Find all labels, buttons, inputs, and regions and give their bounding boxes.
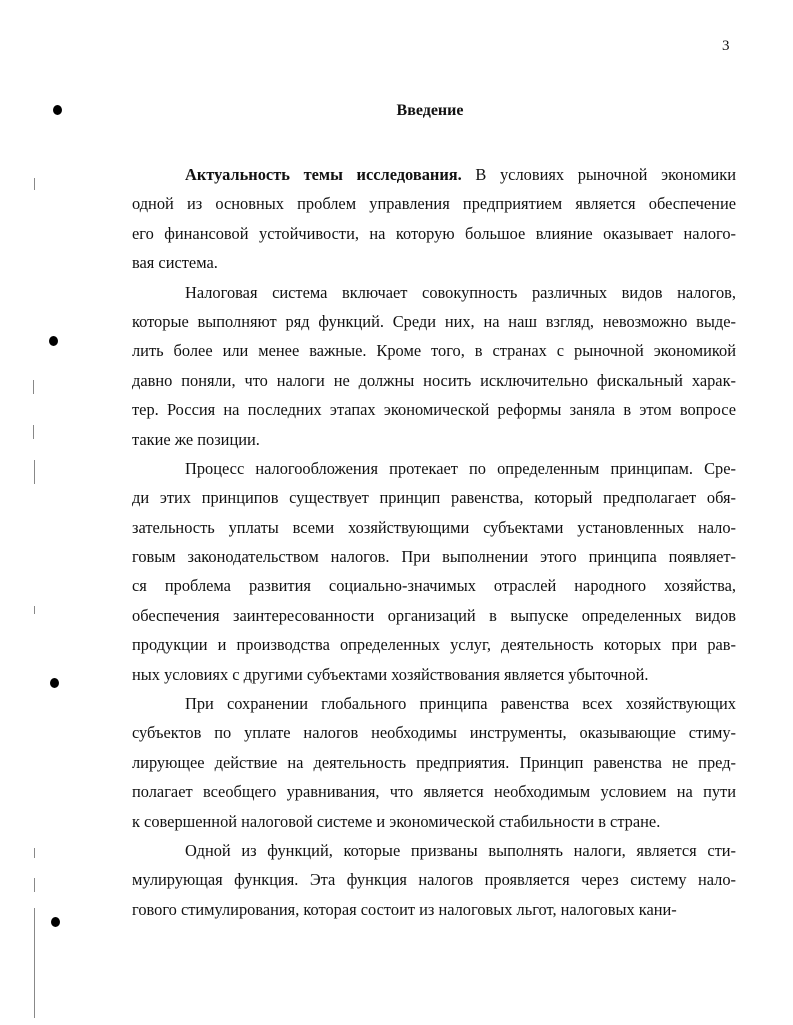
body-text (132, 160, 736, 924)
paragraph-line (132, 601, 736, 630)
line-text: тер. Россия на последних этапах экономической реформы заняла в этом вопросе (132, 400, 736, 420)
paragraph-line (132, 483, 736, 512)
line-text: Налоговая система включает совокупность различных видов налогов, (185, 282, 736, 302)
paragraph-line (132, 336, 736, 365)
paragraph-line (132, 689, 736, 718)
line-text: гового стимулирования, которая состоит из налоговых льгот, налоговых кани- (132, 899, 677, 919)
line-text: такие же позиции. (132, 429, 260, 449)
line-text: ди этих принципов существует принцип равенства, который предполагает обя- (132, 488, 736, 508)
paragraph-line (132, 307, 736, 336)
paragraph-line (132, 542, 736, 571)
paragraph-line (132, 630, 736, 659)
margin-tick (34, 878, 35, 892)
line-text: ных условиях с другими субъектами хозяйствования является убыточной. (132, 664, 649, 684)
paragraph-line (132, 278, 736, 307)
paragraph-line (132, 807, 736, 836)
page-title: Введение (396, 102, 464, 119)
line-text: его финансовой устойчивости, на которую большое влияние оказывает налого- (132, 223, 736, 243)
paragraph-line (132, 748, 736, 777)
paragraph-line (132, 660, 736, 689)
line-text: полагает всеобщего уравнивания, что является необходимым условием на пути (132, 782, 736, 802)
paragraph-line (132, 777, 736, 806)
line-text: Одной из функций, которые призваны выполнять налоги, является сти- (185, 840, 736, 860)
paragraph-line (132, 395, 736, 424)
line-text: лирующее действие на деятельность предприятия. Принцип равенства не пред- (132, 752, 736, 772)
line-text: субъектов по уплате налогов необходимы инструменты, оказывающие стиму- (132, 723, 736, 743)
paragraph-line (132, 454, 736, 483)
paragraph-line (132, 513, 736, 542)
scan-hole-mark (50, 678, 59, 688)
bold-lead-text: Актуальность темы исследования. (185, 165, 462, 184)
margin-tick (34, 848, 35, 858)
paragraph-line (132, 425, 736, 454)
scan-hole-mark (49, 336, 58, 346)
line-text: которые выполняют ряд функций. Среди них, на наш взгляд, невозможно выде- (132, 311, 736, 331)
margin-tick (34, 178, 35, 190)
paragraph-line (132, 836, 736, 865)
line-text: мулирующая функция. Эта функция налогов проявляется через систему нало- (132, 870, 736, 890)
paragraph-line (132, 895, 736, 924)
margin-tick (34, 606, 35, 614)
line-text: говым законодательством налогов. При выполнении этого принципа появляет- (132, 547, 736, 567)
line-text: обеспечения заинтересованности организаций в выпуске определенных видов (132, 605, 736, 625)
paragraph-line (132, 865, 736, 894)
margin-tick (34, 908, 35, 1018)
line-text: Процесс налогообложения протекает по определенным принципам. Сре- (185, 458, 736, 478)
margin-tick (33, 425, 34, 439)
paragraph-line (132, 248, 736, 277)
margin-tick (34, 460, 35, 484)
paragraph-line (132, 219, 736, 248)
line-text: В условиях рыночной экономики (461, 165, 736, 184)
line-text: лить более или менее важные. Кроме того, в странах с рыночной экономикой (132, 341, 736, 361)
line-text: к совершенной налоговой системе и экономической стабильности в стране. (132, 811, 661, 831)
margin-tick (33, 380, 34, 394)
line-text: давно поняли, что налоги не должны носить исключительно фискальный харак- (132, 370, 736, 390)
line-text: одной из основных проблем управления предприятием является обеспечение (132, 194, 736, 214)
paragraph-line (132, 160, 736, 189)
paragraph-line (132, 571, 736, 600)
page-number: 3 (722, 38, 730, 54)
paragraph-line (132, 366, 736, 395)
line-text: продукции и производства определенных услуг, деятельность которых при рав- (132, 635, 736, 655)
line-text: зательность уплаты всеми хозяйствующими субъектами установленных нало- (132, 517, 736, 537)
line-text: При сохранении глобального принципа равенства всех хозяйствующих (185, 694, 736, 714)
line-text: вая система. (132, 253, 218, 273)
paragraph-line (132, 718, 736, 747)
line-text: ся проблема развития социально-значимых отраслей народного хозяйства, (132, 576, 736, 596)
scan-hole-mark (51, 917, 60, 927)
paragraph-line (132, 189, 736, 218)
